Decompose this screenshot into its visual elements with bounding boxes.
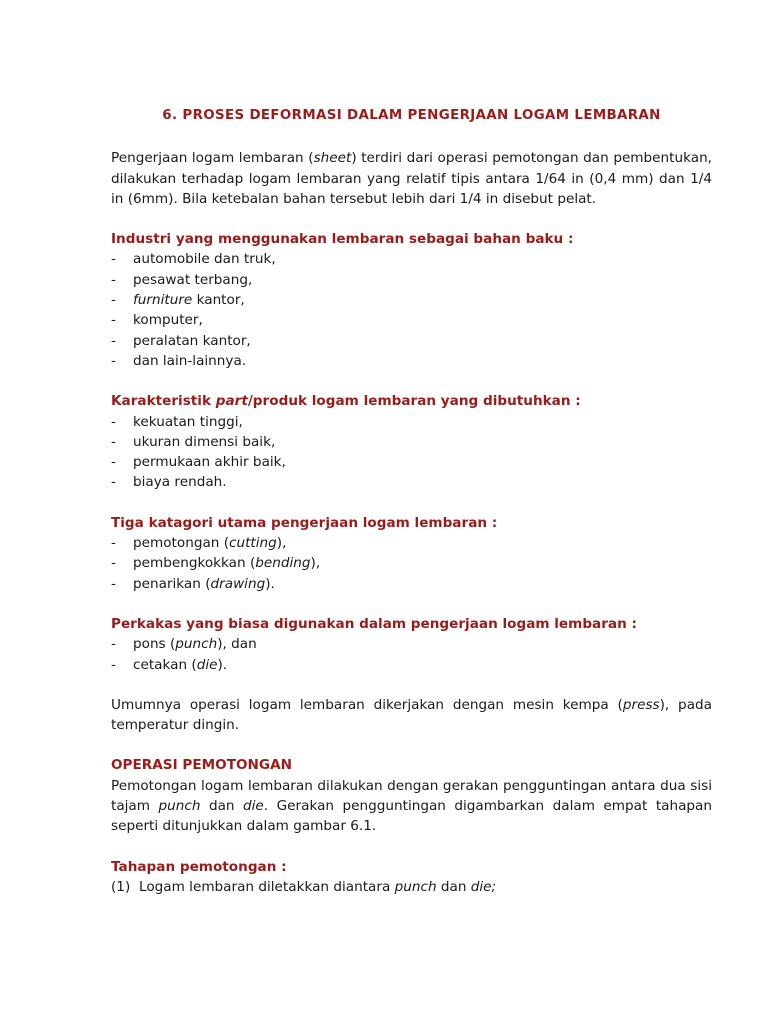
list-item: - cetakan (die). bbox=[111, 655, 712, 675]
tahapan-heading: Tahapan pemotongan : bbox=[111, 858, 287, 875]
industri-list bbox=[111, 249, 712, 371]
list-item: - automobile dan truk, bbox=[111, 249, 712, 269]
list-item: - pesawat terbang, bbox=[111, 270, 712, 290]
list-item: - biaya rendah. bbox=[111, 472, 712, 492]
perkakas-heading: Perkakas yang biasa digunakan dalam pengerjaan logam lembaran : bbox=[111, 615, 637, 632]
list-item: - permukaan akhir baik, bbox=[111, 452, 712, 472]
list-item: - komputer, bbox=[111, 310, 712, 330]
tiga-kategori-list bbox=[111, 533, 712, 594]
list-item: - pons (punch), dan bbox=[111, 634, 712, 654]
industri-heading: Industri yang menggunakan lembaran sebagai bahan baku : bbox=[111, 231, 574, 248]
list-item: - penarikan (drawing). bbox=[111, 574, 712, 594]
operasi-paragraph: Pemotongan logam lembaran dilakukan dengan gerakan pengguntingan antara dua sisi tajam punch dan die. Gerakan pengguntingan digambarkan dalam empat tahapan seperti ditunjukkan dalam gambar 6.1. bbox=[111, 777, 712, 835]
tiga-kategori-heading: Tiga katagori utama pengerjaan logam lembaran : bbox=[111, 514, 498, 531]
operasi-pemotongan-heading: OPERASI PEMOTONGAN bbox=[111, 757, 292, 774]
list-item: - pembengkokkan (bending), bbox=[111, 553, 712, 573]
list-item: - pemotongan (cutting), bbox=[111, 533, 712, 553]
list-item: - dan lain-lainnya. bbox=[111, 351, 712, 371]
perkakas-list bbox=[111, 634, 712, 675]
chapter-title: 6. PROSES DEFORMASI DALAM PENGERJAAN LOGAM LEMBARAN bbox=[162, 108, 661, 123]
intro-paragraph: Pengerjaan logam lembaran (sheet) terdiri dari operasi pemotongan dan pembentukan, dilakukan terhadap logam lembaran yang relatif tipis antara 1/64 in (0,4 mm) dan 1/4 in (6mm). Bila ketebalan bahan tersebut lebih dari 1/4 in disebut pelat. bbox=[111, 150, 713, 207]
list-item: - ukuran dimensi baik, bbox=[111, 432, 712, 452]
karakteristik-heading: Karakteristik part/produk logam lembaran yang dibutuhkan : bbox=[111, 393, 581, 410]
umumnya-paragraph: Umumnya operasi logam lembaran dikerjakan dengan mesin kempa (press), pada temperatur dingin. bbox=[111, 696, 712, 734]
list-item: - peralatan kantor, bbox=[111, 331, 712, 351]
tahapan-list bbox=[111, 877, 712, 897]
list-item: - furniture kantor, bbox=[111, 290, 712, 310]
list-item: (1) Logam lembaran diletakkan diantara punch dan die; bbox=[111, 878, 497, 895]
list-item: - kekuatan tinggi, bbox=[111, 412, 712, 432]
karakteristik-list bbox=[111, 412, 712, 493]
